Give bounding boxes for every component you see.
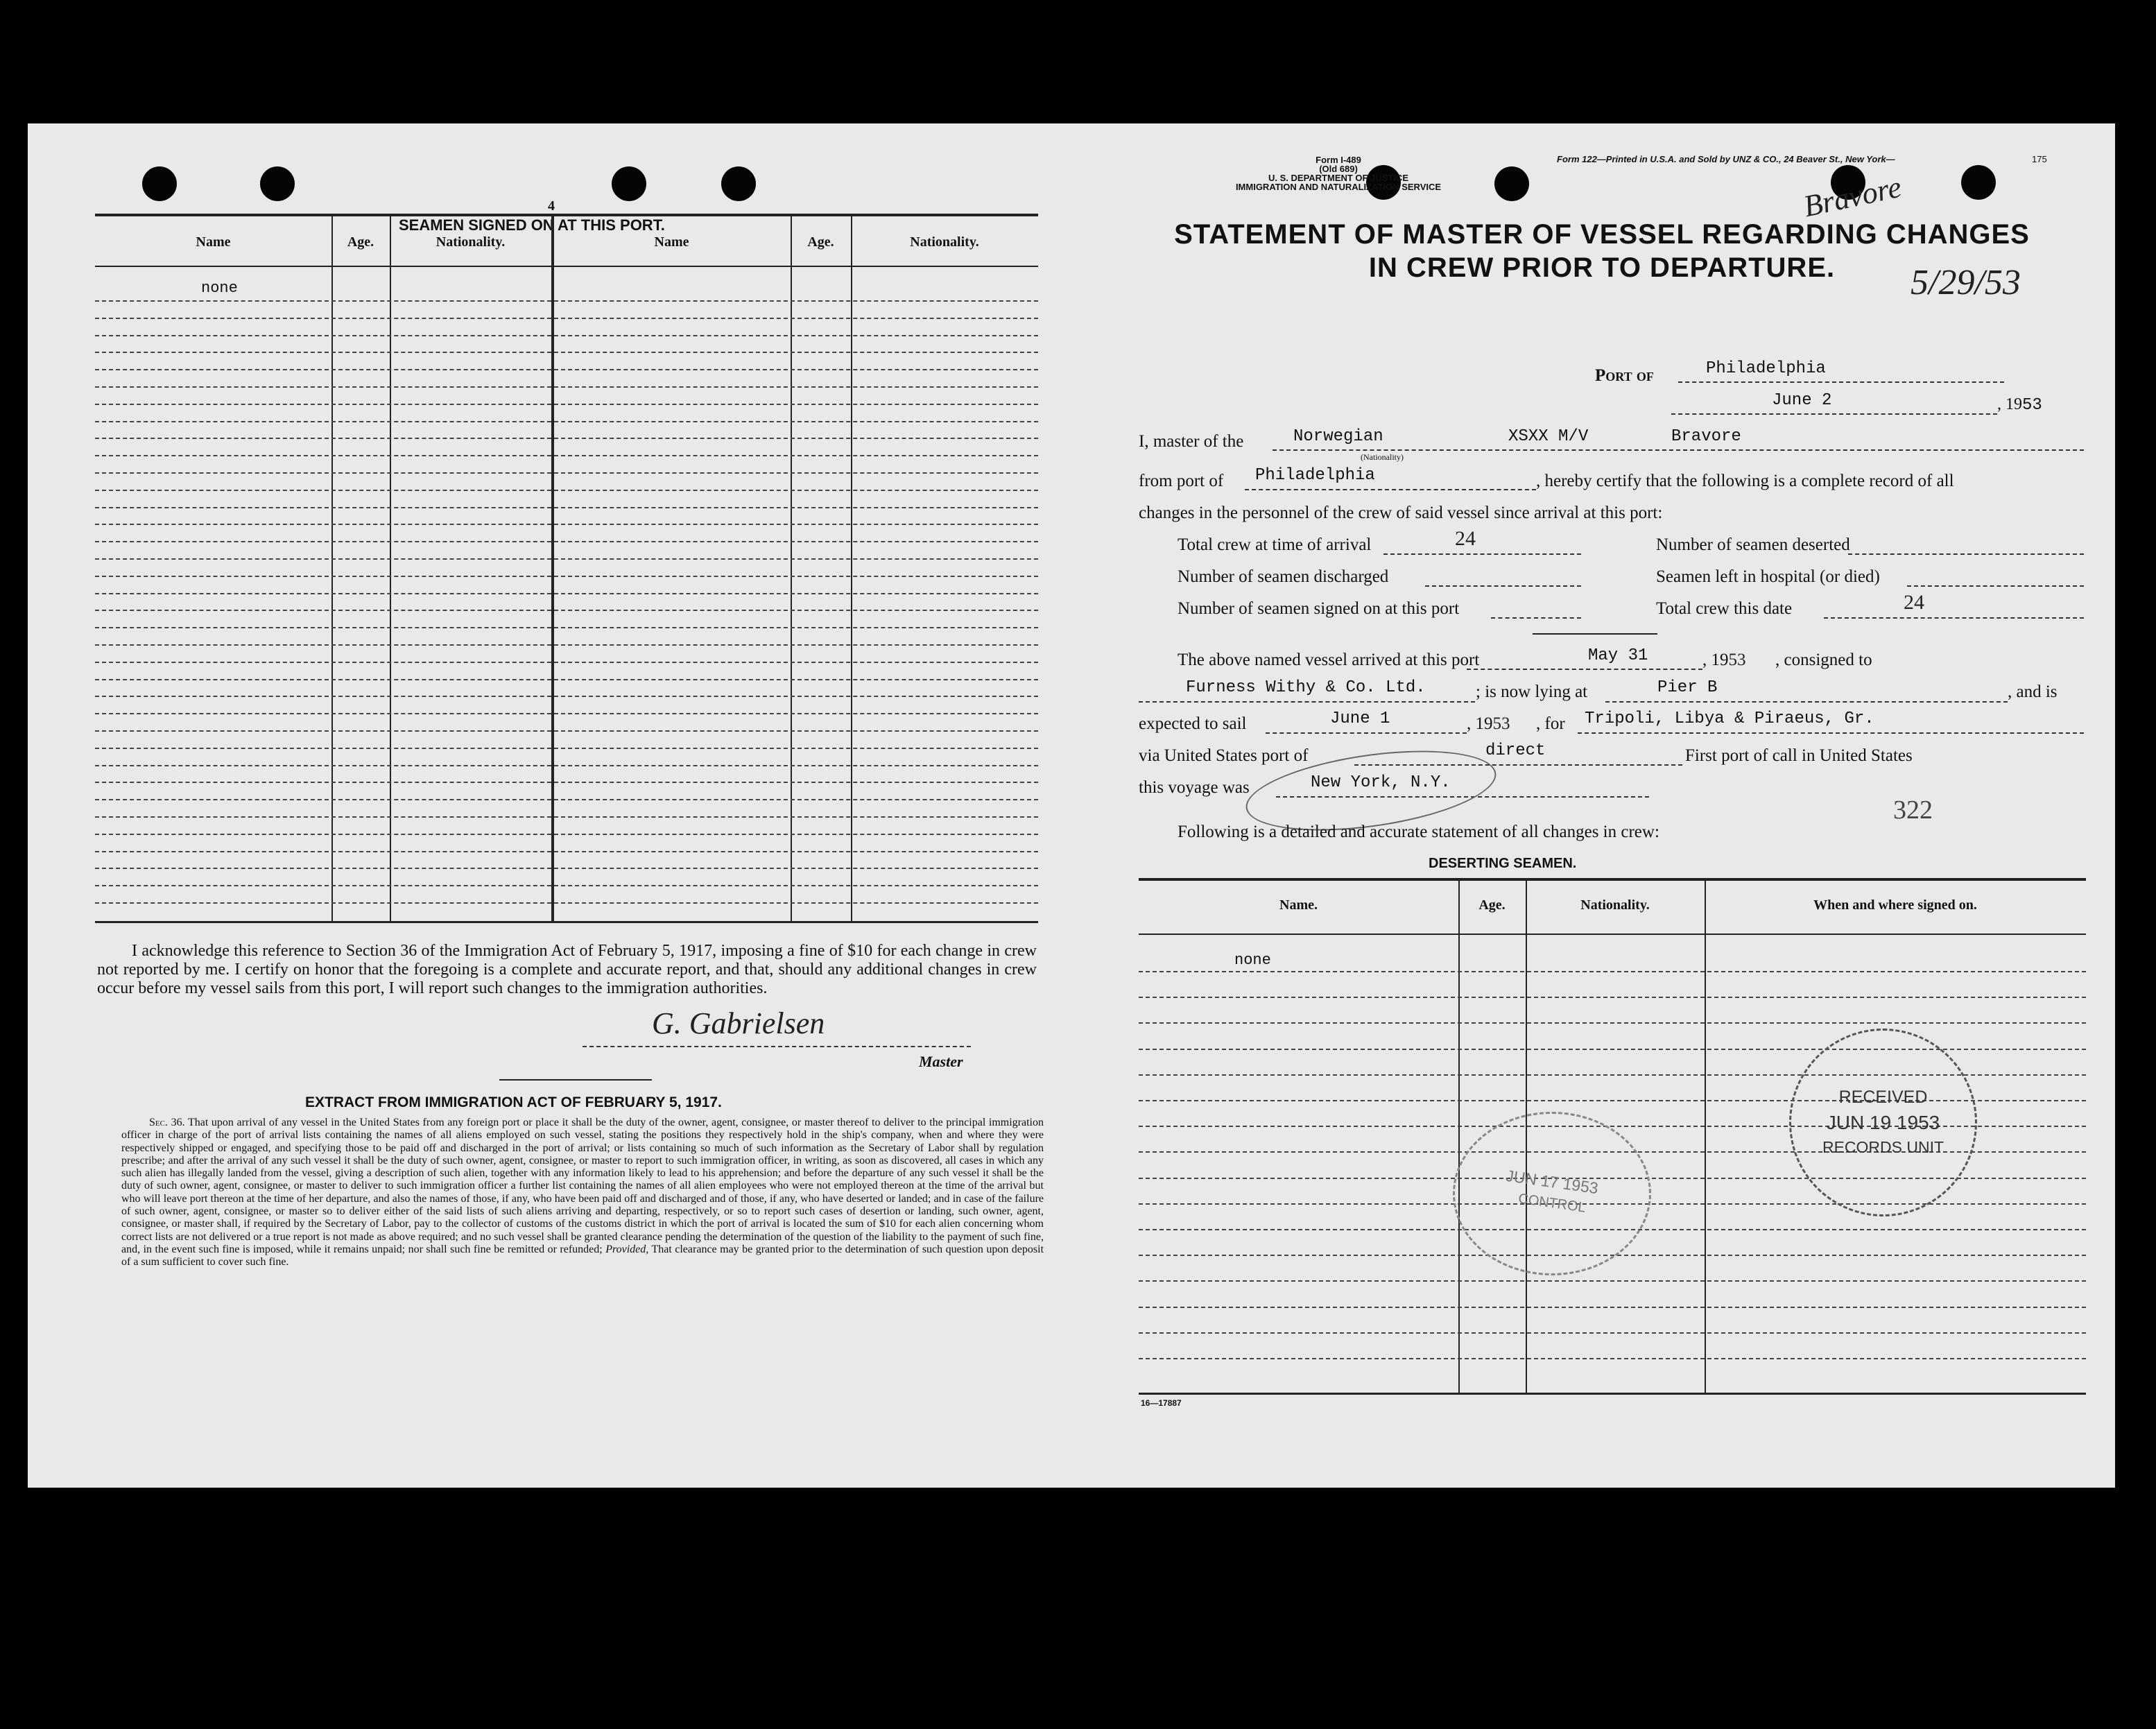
table-row xyxy=(95,627,1038,628)
col-header-age: Age. xyxy=(807,234,834,250)
table-row xyxy=(95,472,1038,474)
footer-code: 16—17887 xyxy=(1141,1398,1182,1408)
table-row xyxy=(95,524,1038,525)
table-row xyxy=(95,868,1038,869)
expected-year: , 1953 xyxy=(1467,714,1510,733)
total-date-label: Total crew this date xyxy=(1656,599,1793,618)
signed-on-label: Number of seamen signed on at this port xyxy=(1178,599,1460,618)
destination-value: Tripoli, Libya & Piraeus, Gr. xyxy=(1585,709,1874,728)
nationality-value: Norwegian xyxy=(1293,427,1383,446)
printer-line: Form 122—Printed in U.S.A. and Sold by UNZ & CO., 24 Beaver St., New York— xyxy=(1557,154,1895,164)
table-row xyxy=(95,644,1038,646)
deserted-label: Number of seamen deserted xyxy=(1656,535,1850,554)
from-port-value: Philadelphia xyxy=(1255,466,1375,485)
right-page xyxy=(1075,123,2115,1488)
lying-value: Pier B xyxy=(1657,678,1718,697)
table-row xyxy=(95,541,1038,542)
table-row xyxy=(95,662,1038,663)
lying-label: ; is now lying at xyxy=(1476,682,1588,701)
handwritten-date: 5/29/53 xyxy=(1911,263,2021,302)
table-row xyxy=(95,404,1038,405)
from-port-label: from port of xyxy=(1139,472,1224,490)
deserting-col-when-where: When and where signed on. xyxy=(1813,897,1977,913)
printer-code: 175 xyxy=(2032,154,2047,164)
table-row xyxy=(95,730,1038,732)
table-row xyxy=(95,713,1038,714)
table-row xyxy=(95,834,1038,835)
form-header: Form I-489 (Old 689) U. S. DEPARTMENT OF JUSTICE IMMIGRATION AND NATURALIZATION SERVICE xyxy=(1235,155,1442,192)
via-label: via United States port of xyxy=(1139,746,1309,765)
signature-label: Master xyxy=(919,1053,963,1070)
table-row xyxy=(95,335,1038,336)
table-row xyxy=(95,593,1038,594)
table-row xyxy=(1139,1280,2086,1282)
table-row xyxy=(95,490,1038,491)
arrived-year: , 1953 xyxy=(1702,651,1746,669)
table-row xyxy=(95,679,1038,680)
table-row xyxy=(95,558,1038,560)
following-text: Following is a detailed and accurate statement of all changes in crew: xyxy=(1178,823,1659,841)
master-signature: G. Gabrielsen xyxy=(652,1006,825,1040)
arrived-label: The above named vessel arrived at this port xyxy=(1178,651,1480,669)
col-header-name: Name xyxy=(654,234,689,250)
table-row xyxy=(95,885,1038,886)
for-label: , for xyxy=(1536,714,1565,733)
col-header-name: Name xyxy=(196,234,231,250)
port-value: Philadelphia xyxy=(1706,359,1826,378)
table-row xyxy=(1139,1049,2086,1050)
punch-hole xyxy=(1494,166,1529,201)
deserting-col-age: Age. xyxy=(1478,897,1506,913)
arrived-value: May 31 xyxy=(1588,646,1648,665)
table-row xyxy=(95,748,1038,749)
table-row xyxy=(95,438,1038,439)
date-year: , 1953 xyxy=(1997,395,2042,415)
punch-hole xyxy=(721,166,756,201)
col-header-age: Age. xyxy=(347,234,374,250)
received-stamp: RECEIVED JUN 19 1953 RECORDS UNIT xyxy=(1789,1029,1977,1216)
table-row xyxy=(1139,1022,2086,1024)
page-number: 4 xyxy=(548,198,555,214)
table-row xyxy=(1139,971,2086,972)
table-row xyxy=(95,369,1038,370)
consigned-label: , consigned to xyxy=(1775,651,1872,669)
table-row xyxy=(1139,1307,2086,1308)
table-row xyxy=(95,902,1038,904)
table-row xyxy=(95,421,1038,422)
acknowledgement-text: I acknowledge this reference to Section 36 of the Immigration Act of February 5, 1917, imposing a fine of $10 for each change in crew not reported by me. I certify on honor that the foregoing is a complete and accurate report, and that, should any additional changes in crew occur before my vessel sails from this port, I will report such changes to the immigration authorities. xyxy=(97,942,1037,997)
via-value: direct xyxy=(1485,741,1546,760)
extract-title: EXTRACT FROM IMMIGRATION ACT OF FEBRUARY 5, 1917. xyxy=(305,1094,722,1110)
table-row xyxy=(95,782,1038,783)
table-row xyxy=(95,300,1038,302)
expected-value: June 1 xyxy=(1330,709,1390,728)
vessel-name: Bravore xyxy=(1671,427,1741,446)
table-row xyxy=(1139,997,2086,998)
port-label: Port of xyxy=(1595,366,1654,385)
table-row xyxy=(95,507,1038,508)
punch-hole xyxy=(612,166,646,201)
certify-text: , hereby certify that the following is a complete record of all xyxy=(1536,472,1954,490)
handwritten-number: 322 xyxy=(1893,795,1933,825)
vessel-type: XSXX M/V xyxy=(1508,427,1589,446)
changes-text: changes in the personnel of the crew of said vessel since arrival at this port: xyxy=(1139,504,1663,522)
col-header-nationality: Nationality. xyxy=(435,234,506,250)
total-arrival-label: Total crew at time of arrival xyxy=(1178,535,1372,554)
total-arrival-value: 24 xyxy=(1455,527,1476,550)
deserting-row-entry: none xyxy=(1234,952,1271,969)
table-title: SEAMEN SIGNED ON AT THIS PORT. xyxy=(399,216,665,234)
table-row xyxy=(95,765,1038,766)
this-voyage-label: this voyage was xyxy=(1139,778,1250,797)
table-row xyxy=(1139,1358,2086,1359)
table-row xyxy=(95,352,1038,353)
nationality-note: (Nationality) xyxy=(1361,452,1404,462)
table-row xyxy=(95,576,1038,577)
punch-hole xyxy=(1961,165,1996,200)
expected-label: expected to sail xyxy=(1139,714,1247,733)
handwritten-vessel-name: Bravore xyxy=(1800,169,1905,224)
table-row xyxy=(95,318,1038,319)
table-row xyxy=(95,610,1038,611)
first-port-value: New York, N.Y. xyxy=(1311,773,1451,792)
faded-stamp: JUN 17 1953 CONTROL xyxy=(1453,1112,1651,1275)
punch-hole xyxy=(260,166,295,201)
table-row xyxy=(95,851,1038,852)
consignee-value: Furness Withy & Co. Ltd. xyxy=(1186,678,1426,697)
table-row xyxy=(95,696,1038,697)
table-row-entry: none xyxy=(201,279,238,297)
form-title: STATEMENT OF MASTER OF VESSEL REGARDING CHANGES IN CREW PRIOR TO DEPARTURE. xyxy=(1174,219,2030,283)
date-value: June 2 xyxy=(1772,391,1832,410)
left-page xyxy=(28,123,1075,1488)
table-row xyxy=(95,799,1038,800)
deserting-col-name: Name. xyxy=(1279,897,1318,913)
hospital-label: Seamen left in hospital (or died) xyxy=(1656,567,1880,586)
table-row xyxy=(95,386,1038,388)
first-port-label: First port of call in United States xyxy=(1685,746,1913,765)
table-row xyxy=(1139,1332,2086,1334)
table-row xyxy=(95,816,1038,818)
deserting-title: DESERTING SEAMEN. xyxy=(1429,856,1577,871)
and-is-text: , and is xyxy=(2008,682,2058,701)
extract-text: Sec. 36. That upon arrival of any vessel in the United States from any foreign port or place it shall be the duty of the owner, agent, consignee, or master thereof to deliver to the principal immigration officer in charge of the port of arrival lists containing the names of all aliens employed on such vessel, stating the positions they respectively hold in the ship's company, when and where they were respectively shipped or engaged, and specifying those to be paid off and discharged in the port of arrival; or lists containing so much of such information as the Secretary of Labor shall by regulation prescribe; and after the arrival of any such vessel it shall be the duty of such owner, agent, consignee, or master to report to such immigration officer, in writing, as soon as discovered, all cases in which any such alien has illegally landed from the vessel, giving a description of such alien, together with any information likely to lead to his apprehension; and before the departure of any such vessel it shall be the duty of such owner, agent, consignee, or master to deliver to such immigration officer a further list containing the names of all alien employees who were not employed thereon at the time of the arrival but who will leave port thereon at the time of her departure, and also the names of those, if any, who have been paid off and discharged and of those, if any, who have deserted or landed; and in case of the failure of such owner, agent, consignee, or master so to deliver either of the said lists of such aliens arriving and departing, respectively, or so to report such cases of desertion or landing, such owner, agent, consignee, or master shall, if required by the Secretary of Labor, pay to the collector of customs of the customs district in which the port of arrival is located the sum of $10 for each alien concerning whom correct lists are not delivered or a true report is not made as above required; and no such vessel shall be granted clearance pending the determination of the question of the liability to the payment of such fine, and, in the event such fine is imposed, while it remains unpaid; nor shall such fine be remitted or refunded; Provided, That clearance may be granted prior to the determination of such question upon deposit of a sum sufficient to cover such fine. xyxy=(121,1117,1044,1268)
table-row xyxy=(95,455,1038,456)
total-date-value: 24 xyxy=(1904,591,1924,614)
punch-hole xyxy=(142,166,177,201)
deserting-col-nationality: Nationality. xyxy=(1580,897,1650,913)
col-header-nationality: Nationality. xyxy=(910,234,979,250)
master-label: I, master of the xyxy=(1139,432,1244,451)
discharged-label: Number of seamen discharged xyxy=(1178,567,1389,586)
